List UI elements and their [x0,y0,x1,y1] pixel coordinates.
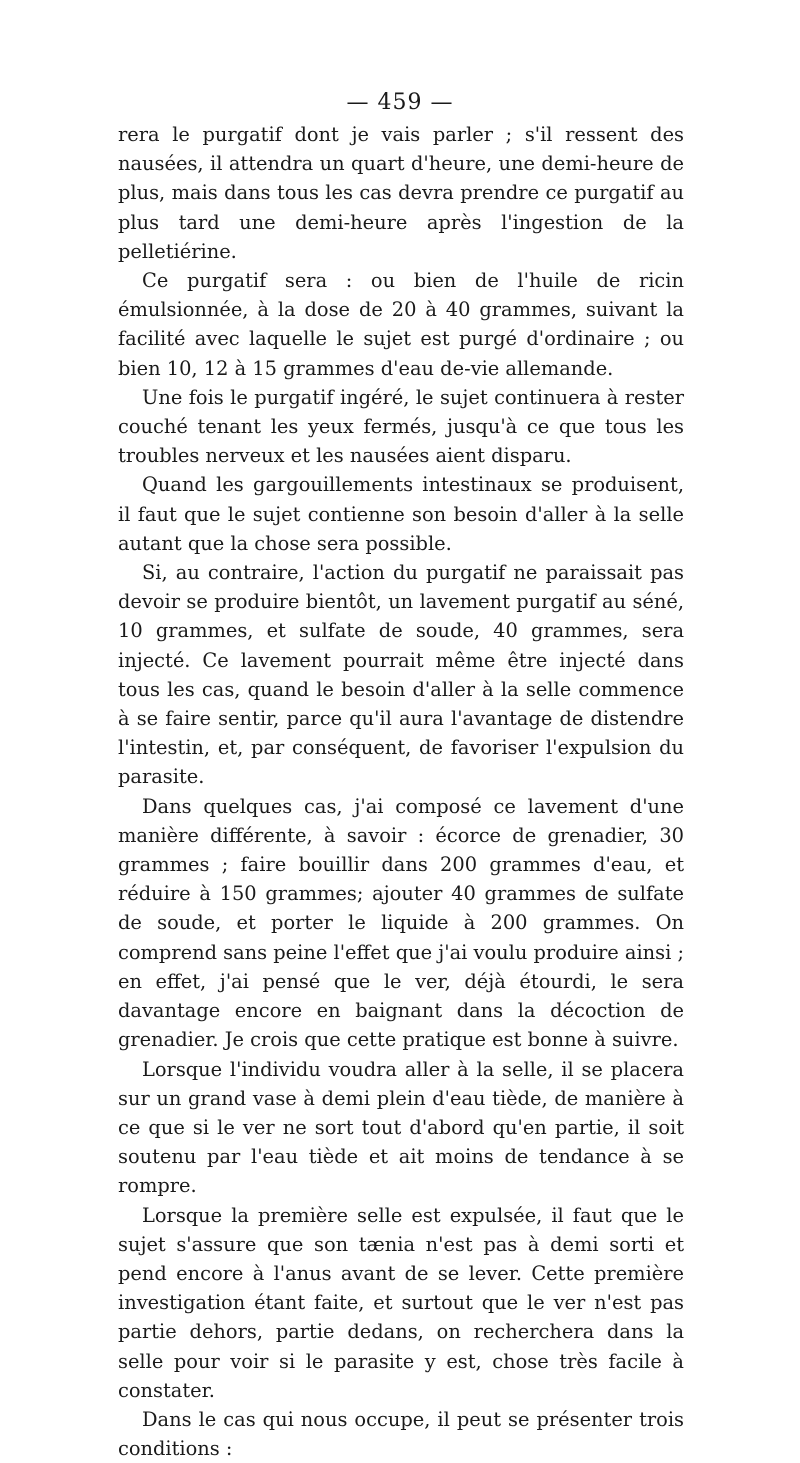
paragraph-grenadier: Dans quelques cas, j'ai composé ce lavement d'une manière différente, à savoir : écorce de grenadier, 30 grammes ; faire bouillir dans 200 grammes d'eau, et réduire à 150 grammes; ajouter 40 grammes de sulfate de soude, et porter le liquide à 200 grammes. On comprend sans peine l'effet que j'ai voulu produire ainsi ; en effet, j'ai pensé que le ver, déjà étourdi, le sera davantage encore en baignant dans la décoction de grenadier. Je crois que cette pratique est bonne à suivre. [118,794,684,1052]
paragraph-vase: Lorsque l'individu voudra aller à la selle, il se placera sur un grand vase à demi plein d'eau tiède, de manière à ce que si le ver ne sort tout d'abord qu'en partie, il soit soutenu par l'eau tiède et ait moins de tendance à se rompre. [118,1057,684,1198]
paragraph-premiere-selle: Lorsque la première selle est expulsée, il faut que le sujet s'assure que son tænia n'est pas à demi sorti et pend encore à l'anus avant de se lever. Cette première investigation étant faite, et surtout que le ver n'est pas partie dehors, partie dedans, on recherchera dans la selle pour voir si le parasite y est, chose très facile à constater. [118,1203,684,1402]
paragraph-lavement: Si, au contraire, l'action du purgatif ne paraissait pas devoir se produire bientôt, un lavement purgatif au séné, 10 grammes, et sulfate de soude, 40 grammes, sera injecté. Ce lavement pourrait même être injecté dans tous les cas, quand le besoin d'aller à la selle commence à se faire sentir, parce qu'il aura l'avantage de distendre l'intestin, et, par conséquent, de favoriser l'expulsion du parasite. [118,561,684,789]
paragraph-purgatif-dose: Ce purgatif sera : ou bien de l'huile de ricin émulsionnée, à la dose de 20 à 40 grammes, suivant la facilité avec laquelle le sujet est purgé d'ordinaire ; ou bien 10, 12 à 15 grammes d'eau de-vie allemande. [118,269,684,380]
paragraph-conditions: Dans le cas qui nous occupe, il peut se présenter trois conditions : [118,1407,684,1461]
page-number: — 459 — [346,90,454,115]
paragraph-continuation: rera le purgatif dont je vais parler ; s'il ressent des nausées, il attendra un quart d'heure, une demi-heure de plus, mais dans tous les cas devra prendre ce purgatif au plus tard une demi-heure après l'ingestion de la pelletiérine. [118,123,684,263]
paragraph-rest: Une fois le purgatif ingéré, le sujet continuera à rester couché tenant les yeux fermés, jusqu'à ce que tous les troubles nerveux et les nausées aient disparu. [118,385,684,468]
paragraph-gargouillements: Quand les gargouillements intestinaux se produisent, il faut que le sujet contienne son besoin d'aller à la selle autant que la chose sera possible. [118,473,684,555]
